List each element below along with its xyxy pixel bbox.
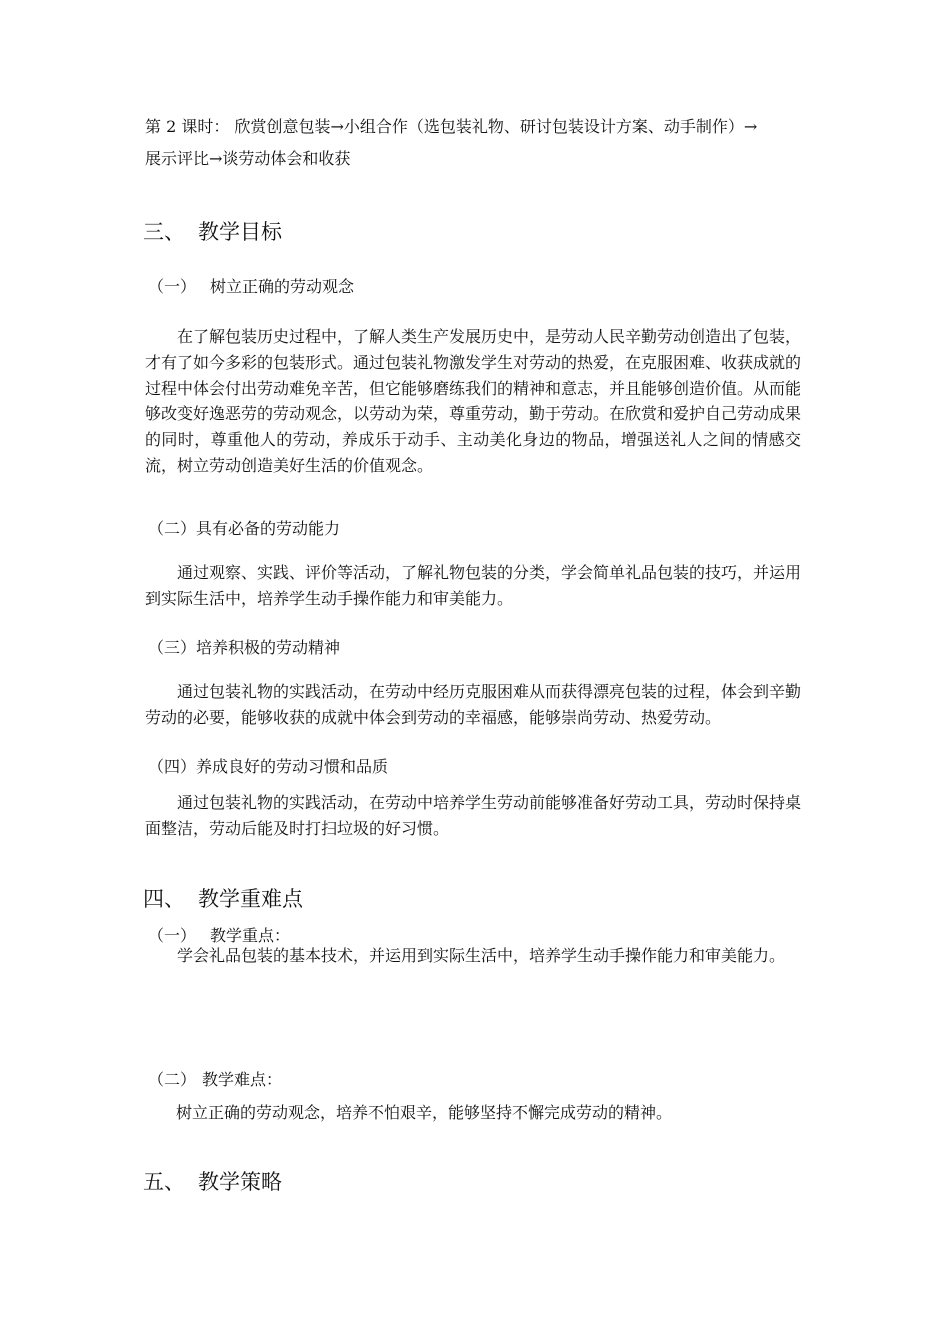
- section3-heading: [143, 219, 282, 245]
- section4-sub2-title: 教学难点：: [202, 1070, 283, 1089]
- section3-sub2-body: 通过观察、实践、评价等活动，了解礼物包装的分类，学会简单礼品包装的技巧，并运用到实际生活中，培养学生动手操作能力和审美能力。: [145, 563, 802, 608]
- section3-sub1-number: （一）: [148, 277, 197, 296]
- section5-heading: [143, 1169, 282, 1195]
- section3-title: 教学目标: [198, 220, 282, 244]
- lesson2-line1: 第 2 课时： 欣赏创意包装→小组合作（选包装礼物、研讨包装设计方案、动手制作）→: [145, 117, 758, 136]
- lesson2-line2: 展示评比→谈劳动体会和收获: [145, 149, 351, 168]
- section5-title: 教学策略: [198, 1170, 282, 1194]
- section3-sub2-heading: （二）具有必备的劳动能力: [148, 519, 341, 538]
- section3-sub1-heading: [148, 277, 354, 297]
- section3-sub1-title: 树立正确的劳动观念: [210, 277, 355, 296]
- section4-title: 教学重难点: [198, 887, 303, 911]
- section4-sub2-number: （二）: [148, 1070, 197, 1089]
- section3-sub3-heading: （三）培养积极的劳动精神: [148, 638, 341, 657]
- section3-sub1-body: 在了解包装历史过程中，了解人类生产发展历史中，是劳动人民辛勤劳动创造出了包装，才有了如今多彩的包装形式。通过包装礼物激发学生对劳动的热爱，在克服困难、收获成就的过程中体会付出劳动难免辛苦，但它能够磨练我们的精神和意志，并且能够创造价值。从而能够改变好逸恶劳的劳动观念，以劳动为荣，尊重劳动，勤于劳动。在欣赏和爱护自己劳动成果的同时，尊重他人的劳动，养成乐于动手、主动美化身边的物品，增强送礼人之间的情感交流，树立劳动创造美好生活的价值观念。: [145, 327, 802, 475]
- section4-sub1-number: （一）: [148, 926, 197, 945]
- section3-sub3-body: 通过包装礼物的实践活动，在劳动中经历克服困难从而获得漂亮包装的过程，体会到辛勤劳动的必要，能够收获的成就中体会到劳动的幸福感，能够崇尚劳动、热爱劳动。: [145, 682, 802, 727]
- section4-sub2-body: 树立正确的劳动观念，培养不怕艰辛，能够坚持不懈完成劳动的精神。: [176, 1103, 673, 1122]
- section3-sub4-heading: （四）养成良好的劳动习惯和品质: [148, 757, 389, 776]
- section4-sub1-body: 学会礼品包装的基本技术，并运用到实际生活中，培养学生动手操作能力和审美能力。: [177, 946, 786, 965]
- section3-number: 三、: [143, 220, 185, 244]
- section4-number: 四、: [143, 887, 185, 911]
- section4-sub1-title: 教学重点：: [210, 926, 291, 945]
- section4-heading: [143, 886, 303, 912]
- section4-sub2-heading: [148, 1070, 282, 1090]
- section4-sub1-heading: [148, 926, 290, 946]
- section5-number: 五、: [143, 1170, 185, 1194]
- section3-sub4-body: 通过包装礼物的实践活动，在劳动中培养学生劳动前能够准备好劳动工具，劳动时保持桌面整洁，劳动后能及时打扫垃圾的好习惯。: [145, 793, 802, 838]
